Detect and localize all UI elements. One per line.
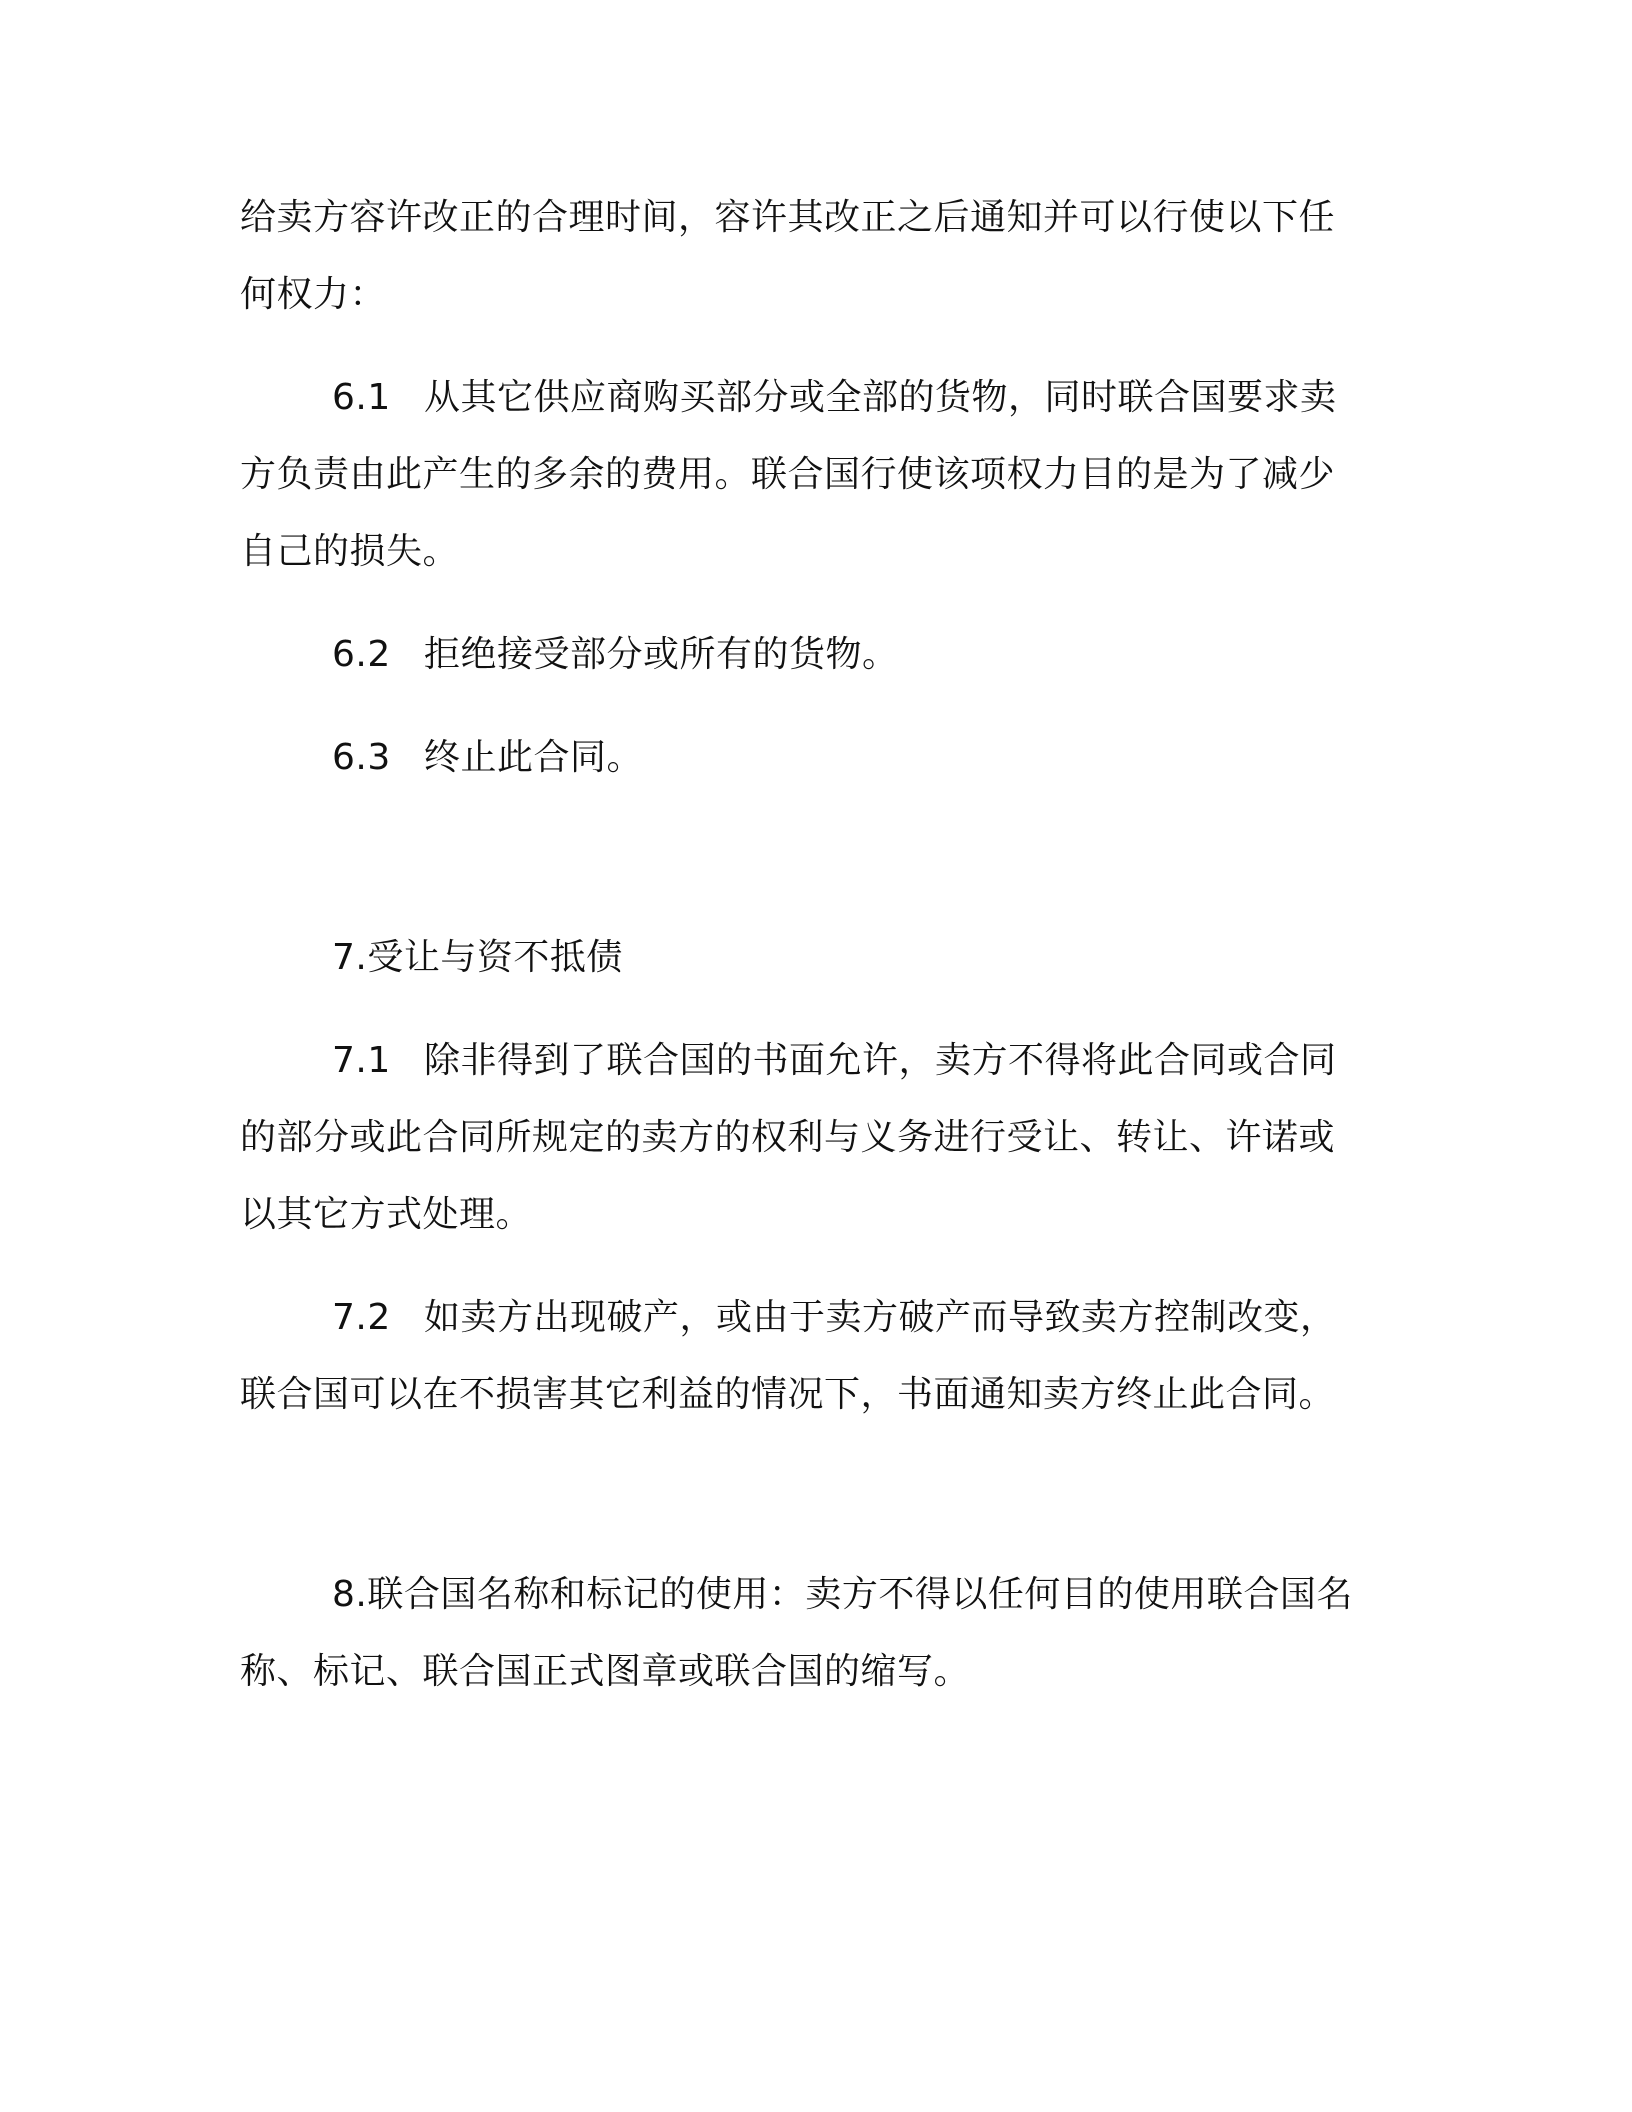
intro-line-1: 给卖方容许改正的合理时间，容许其改正之后通知并可以行使以下任 <box>240 197 1336 238</box>
clause-6-1-number: 6.1 <box>332 377 391 418</box>
clause-7-1-text-1: 除非得到了联合国的书面允许，卖方不得将此合同或合同 <box>424 1040 1337 1081</box>
clause-6-2-text: 拒绝接受部分或所有的货物。 <box>424 634 899 675</box>
clause-6-1-line-3: 自己的损失。 <box>240 531 460 572</box>
clause-7-1-line-3: 以其它方式处理。 <box>240 1194 533 1235</box>
clause-7-2-text-1: 如卖方出现破产，或由于卖方破产而导致卖方控制改变， <box>424 1297 1337 1338</box>
clause-6-3-text: 终止此合同。 <box>424 737 644 778</box>
clause-7-2-first-line <box>332 1297 1337 1338</box>
clause-7-1-number: 7.1 <box>332 1040 391 1081</box>
clause-6-1-text-1: 从其它供应商购买部分或全部的货物，同时联合国要求卖 <box>424 377 1337 418</box>
clause-6-1-first-line <box>332 377 1337 418</box>
clause-7-2-line-2: 联合国可以在不损害其它利益的情况下，书面通知卖方终止此合同。 <box>240 1374 1336 1415</box>
section-8-line-1: 8.联合国名称和标记的使用：卖方不得以任何目的使用联合国名 <box>332 1574 1353 1615</box>
intro-line-2: 何权力： <box>240 274 387 315</box>
clause-6-1-line-2: 方负责由此产生的多余的费用。联合国行使该项权力目的是为了减少 <box>240 454 1336 495</box>
clause-6-3 <box>332 737 644 778</box>
section-8-line-2: 称、标记、联合国正式图章或联合国的缩写。 <box>240 1651 971 1692</box>
clause-7-1-line-2: 的部分或此合同所规定的卖方的权利与义务进行受让、转让、许诺或 <box>240 1117 1336 1158</box>
section-7-heading: 7.受让与资不抵债 <box>332 937 623 978</box>
clause-7-1-first-line <box>332 1040 1337 1081</box>
clause-6-2-number: 6.2 <box>332 634 391 675</box>
clause-6-3-number: 6.3 <box>332 737 391 778</box>
clause-7-2-number: 7.2 <box>332 1297 391 1338</box>
clause-6-2 <box>332 634 899 675</box>
